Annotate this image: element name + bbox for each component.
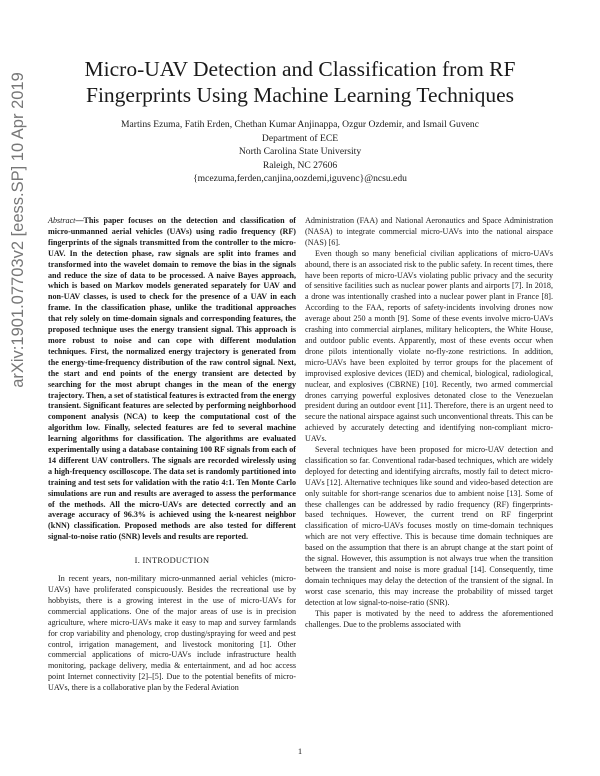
paper-title — [40, 56, 560, 108]
intro-paragraph-1: In recent years, non-military micro-unmanned aerial vehicles (micro-UAVs) have proliferated conspicuously. Besides the recreational use by hobbyists, there is a growing interest in the use of micro-UAVs for commercial applications. One of the major areas of use is in precision agriculture, where micro-UAVs make it easy to map and survey farmlands for crop variability and phenology, crop dusting/spraying for weed and pest control, irrigation management, and livestock monitoring [1]. Other commercial applications of micro-UAVs include infrastructure health monitoring, package delivery, media & entertainment, and ad hoc access point Internet connectivity [2]–[5]. Due to the potential benefits of micro-UAVs, there is a collaborative plan by the Federal Aviation — [48, 574, 296, 693]
right-paragraph-4: This paper is motivated by the need to address the aforementioned challenges. Due to the problems associated with — [305, 608, 553, 629]
right-paragraph-2: Even though so many beneficial civilian applications of micro-UAVs abound, there is an associated risk to the public safety. In recent times, there have been reports of micro-UAVs violating public privacy and the security of sensitive facilities such as nuclear power plants and airports [7]. In 2018, a drone was intentionally crashed into a nuclear power plant in France [8]. According to the FAA, reports of safety-incidents involving drones now average about 250 a month [9]. Some of these events involve micro-UAVs crashing into commercial airplanes, military helicopters, the White House, and outdoor public events. Apparently, most of these events occur when drone pilots intentionally violate no-fly-zone restrictions. In addition, micro-UAVs have been exploited by terror groups for the placement of improvised explosive devices (IED) and chemical, biological, radiological, nuclear, and explosives (CBRNE) [10]. Recently, two armed commercial drones carrying powerful explosives detonated close to the Venezuelan president during an outdoor event [11]. Therefore, there is an urgent need to secure the national airspace against such unconventional threats. This can be achieved by accurately detecting and identifying non-compliant micro-UAVs. — [305, 248, 553, 444]
abstract-text: —This paper focuses on the detection and classification of micro-unmanned aerial vehicles (UAVs) using radio frequency (RF) fingerprints of the signals transmitted from the controller to the micro-UAV. In the detection phase, raw signals are split into frames and transformed into the wavelet domain to remove the bias in the signals and reduce the size of data to be processed. A naive Bayes approach, which is based on Markov models generated separately for UAV and non-UAV classes, is used to check for the presence of a UAV in each frame. In the classification phase, unlike the traditional approaches that rely solely on time-domain signals and corresponding features, the proposed technique uses the energy transient signal. This approach is more robust to noise and can cope with different modulation techniques. First, the normalized energy trajectory is generated from the energy-time-frequency distribution of the raw control signal. Next, the start and end points of the energy transient are detected by searching for the most abrupt changes in the mean of the energy trajectory. Then, a set of statistical features is extracted from the energy transient. Significant features are selected by performing neighborhood component analysis (NCA) to keep the computational cost of the algorithm low. Finally, selected features are fed to several machine learning algorithms for classification. The algorithms are evaluated experimentally using a database containing 100 RF signals from each of 14 different UAV controllers. The signals are recorded wirelessly using a high-frequency oscilloscope. The data set is randomly partitioned into training and test sets for validation with the ratio 4:1. Ten Monte Carlo simulations are run and results are averaged to assess the performance of the methods. All the micro-UAVs are detected correctly and an average accuracy of 96.3% is achieved using the k-nearest neighbor (kNN) classification. Proposed methods are also tested for different signal-to-noise ratio (SNR) levels and results are reported. — [48, 216, 296, 542]
right-paragraph-3: Several techniques have been proposed for micro-UAV detection and classification so far. Conventional radar-based techniques, which are widely deployed for detecting and identifying aircrafts, mostly fail to detect micro-UAVs [12]. Alternative techniques like sound and video-based detection are only suitable for short-range scenarios due to ambient noise [13]. Some of these challenges can be addressed by radio frequency (RF) fingerprints-based techniques. However, the current trend on RF fingerprint classification of micro-UAVs focuses mostly on time-domain techniques which are not very effective. This is because time domain techniques are based on the assumption that there is an abrupt change at the start point of the signal. However, this assumption is not always true when the transition between the transient and noise is more gradual [14]. Consequently, time domain techniques may delay the detection of the transient of the signal. In worst case scenario, this may increase the probability of missed target detection at low signal-to-noise-ratio (SNR). — [305, 445, 553, 607]
author-emails: {mcezuma,ferden,canjina,oozdemi,iguvenc}@ncsu.edu — [193, 173, 407, 184]
section-heading-introduction: I. INTRODUCTION — [134, 556, 210, 566]
title-line-1: Micro-UAV Detection and Classification from RF — [84, 57, 516, 81]
author-block — [40, 118, 560, 186]
left-column — [48, 216, 296, 694]
title-line-2: Fingerprints Using Machine Learning Techniques — [85, 83, 514, 107]
location: Raleigh, NC 27606 — [262, 159, 338, 171]
right-column — [305, 216, 553, 630]
right-paragraph-1: Administration (FAA) and National Aeronautics and Space Administration (NASA) to integrate commercial micro-UAVs into the national airspace (NAS) [6]. — [305, 216, 553, 247]
arxiv-stamp: arXiv:1901.07703v2 [eess.SP] 10 Apr 2019 — [9, 72, 27, 388]
abstract — [48, 216, 296, 543]
author-names: Martins Ezuma, Fatih Erden, Chethan Kumar Anjinappa, Ozgur Ozdemir, and Ismail Guvenc — [121, 119, 479, 130]
department: Department of ECE — [261, 132, 339, 144]
abstract-label: Abstract — [48, 216, 76, 225]
page-number: 1 — [297, 746, 303, 756]
university: North Carolina State University — [238, 146, 362, 157]
